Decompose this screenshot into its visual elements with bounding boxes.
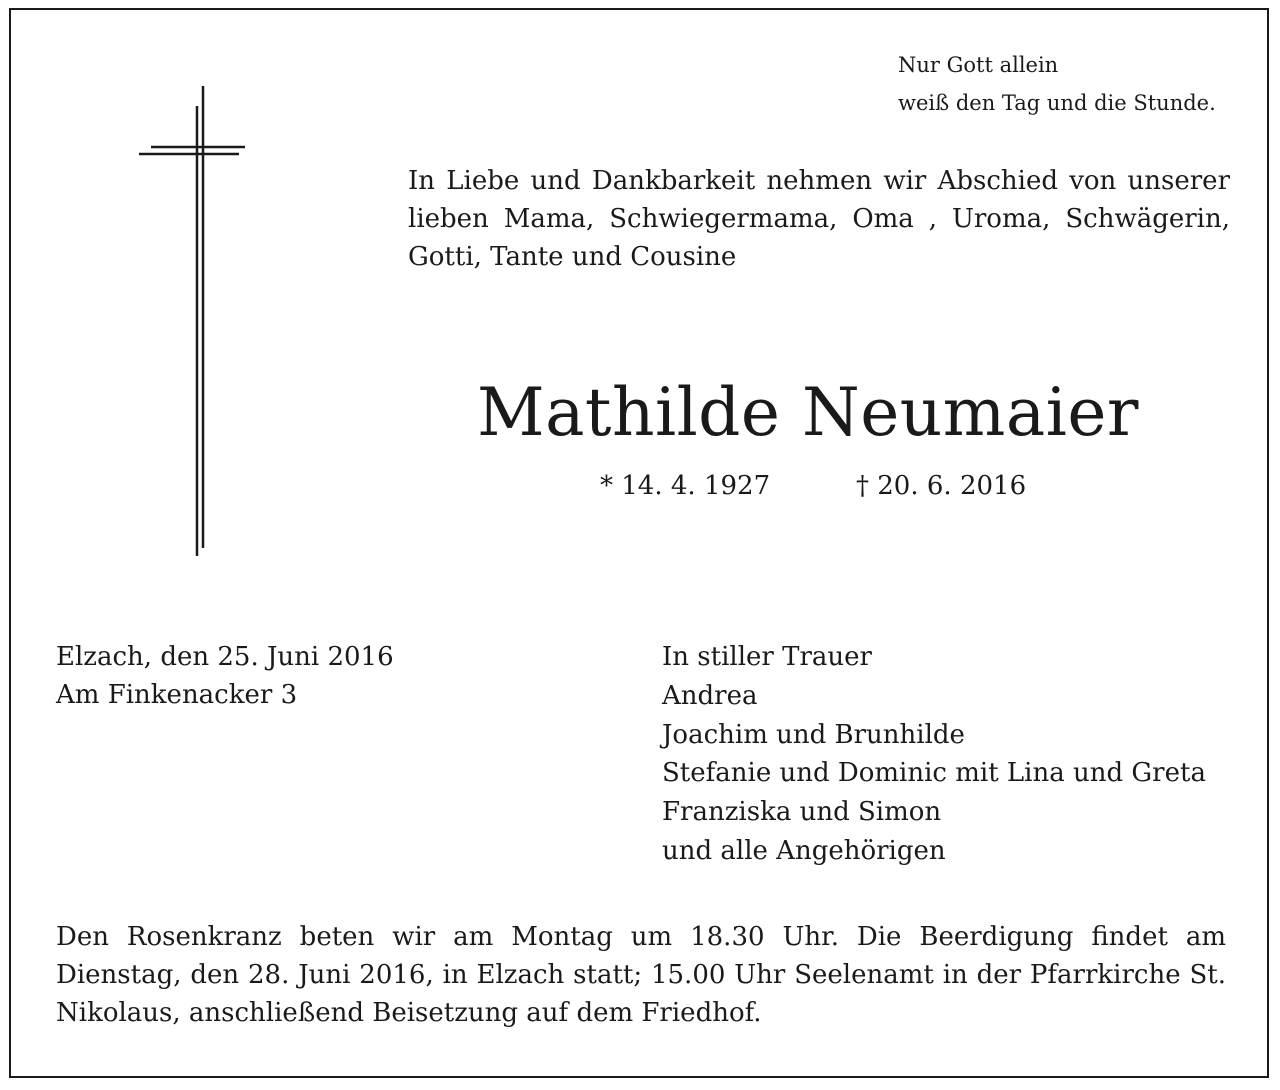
mourner-line: Franziska und Simon [662, 797, 942, 828]
deceased-name: Mathilde Neumaier [477, 374, 1139, 451]
mourner-line: Joachim und Brunhilde [662, 719, 965, 750]
intro-line: lieben Mama, Schwiegermama, Oma , Uroma, Schwägerin, [408, 204, 1230, 234]
motto-line: weiß den Tag und die Stunde. [898, 91, 1216, 115]
address-line: Am Finkenacker 3 [56, 680, 298, 710]
motto-line: Nur Gott allein [898, 53, 1059, 77]
intro-line: Gotti, Tante und Cousine [408, 242, 737, 272]
mourner-line: und alle Angehörigen [662, 835, 946, 866]
death-date: † 20. 6. 2016 [856, 471, 1027, 501]
service-line: Dienstag, den 28. Juni 2016, in Elzach statt; 15.00 Uhr Seelenamt in der Pfarrkirche St. [56, 960, 1226, 990]
obituary-notice [9, 8, 1269, 1078]
mourner-line: Andrea [662, 680, 758, 711]
cross-icon [139, 86, 249, 556]
mourners-list [662, 638, 1206, 871]
intro-line: In Liebe und Dankbarkeit nehmen wir Abschied von unserer [408, 166, 1230, 196]
mourners-heading: In stiller Trauer [662, 642, 872, 672]
motto-quote [898, 46, 1216, 122]
service-info [56, 918, 1226, 1032]
place-line: Elzach, den 25. Juni 2016 [56, 642, 394, 672]
service-line: Den Rosenkranz beten wir am Montag um 18.30 Uhr. Die Beerdigung findet am [56, 922, 1226, 952]
place-and-date [56, 638, 394, 714]
birth-date: * 14. 4. 1927 [600, 471, 771, 501]
service-line: Nikolaus, anschließend Beisetzung auf dem Friedhof. [56, 998, 762, 1028]
intro-text [408, 162, 1230, 276]
mourner-line: Stefanie und Dominic mit Lina und Greta [662, 758, 1206, 789]
